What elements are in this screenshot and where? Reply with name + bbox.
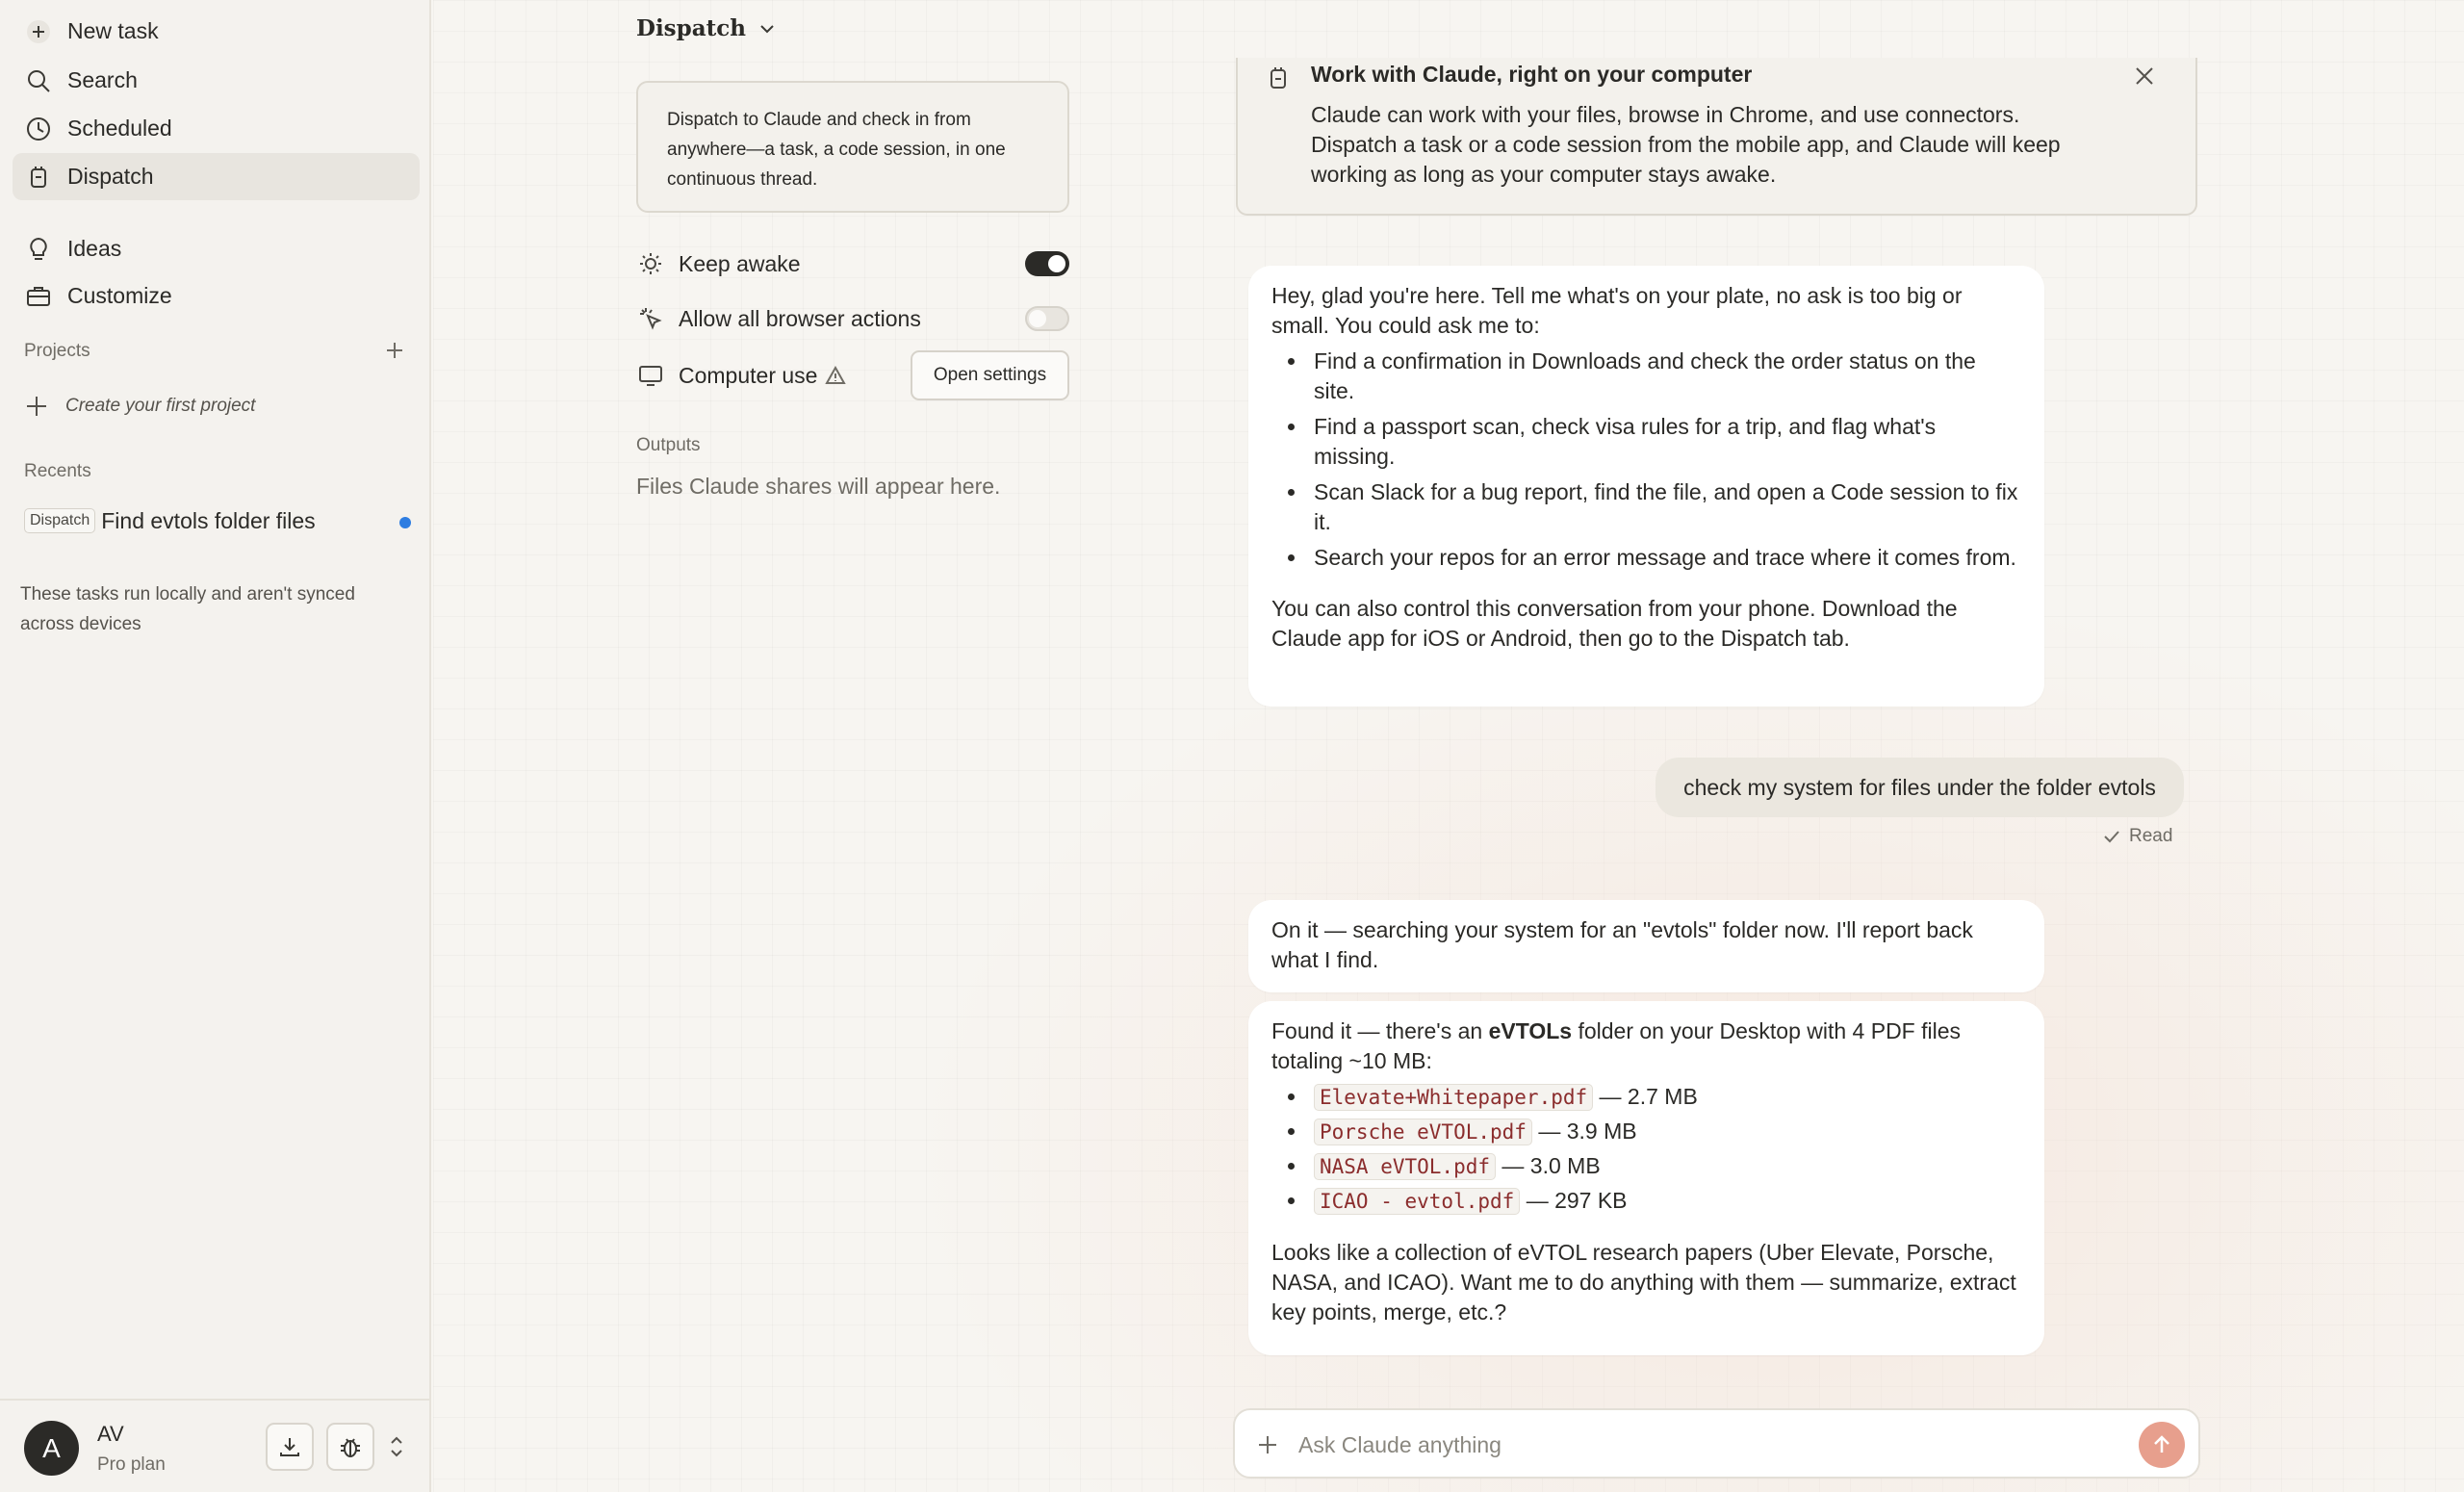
user-name[interactable]: AV xyxy=(97,1422,124,1446)
file-item xyxy=(1308,1186,2021,1217)
create-project-link[interactable] xyxy=(24,389,255,424)
read-status-text: Read xyxy=(2129,826,2173,846)
sun-icon xyxy=(636,249,665,278)
plus-icon xyxy=(383,339,406,362)
recent-title: Find evtols folder files xyxy=(101,507,316,533)
file-item xyxy=(1308,1117,2021,1147)
local-tasks-note: These tasks run locally and aren't synced across devices xyxy=(20,584,355,634)
create-project-label: Create your first project xyxy=(65,396,256,416)
dispatch-info-text: Dispatch to Claude and check in from anywhere—a task, a code session, in one continuous thread. xyxy=(667,110,1006,190)
plus-icon xyxy=(1254,1431,1281,1458)
dispatch-icon xyxy=(24,163,53,192)
list-item: • Find a confirmation in Downloads and check the order status on the site. xyxy=(1308,347,2021,406)
close-banner-button[interactable] xyxy=(2132,64,2157,89)
arrow-up-icon xyxy=(2149,1432,2174,1457)
setting-keep-awake xyxy=(636,244,1069,283)
folder-name: eVTOLs xyxy=(1488,1018,1573,1043)
attach-button[interactable] xyxy=(1254,1431,1281,1458)
results-outro: Looks like a collection of eVTOL research papers (Uber Elevate, Porsche, NASA, and ICAO). Want me to do anything with them — summarize, extract key points, merge, etc.? xyxy=(1271,1240,2016,1325)
dispatch-icon xyxy=(1267,65,1290,90)
briefcase-icon xyxy=(24,282,53,311)
banner-title: Work with Claude, right on your computer xyxy=(1311,62,1753,87)
welcome-outro: You can also control this conversation from your phone. Download the Claude app for iOS or Android, then go to the Dispatch tab. xyxy=(1271,596,1958,651)
file-item xyxy=(1308,1082,2021,1113)
file-size: — 3.9 MB xyxy=(1538,1119,1637,1144)
lightbulb-icon xyxy=(24,235,53,264)
search-icon xyxy=(24,66,53,95)
setting-label: Allow all browser actions xyxy=(679,305,921,331)
sidebar-item-label: Search xyxy=(67,67,138,92)
banner-text: Claude can work with your files, browse in Chrome, and use connectors. Dispatch a task or a code session from the mobile app, and Claude will keep working as long as your computer stays awake. xyxy=(1311,102,2061,187)
file-name: NASA eVTOL.pdf xyxy=(1314,1153,1496,1180)
dispatch-tag: Dispatch xyxy=(24,508,95,533)
file-size: — 297 KB xyxy=(1526,1188,1628,1213)
sidebar-item-ideas[interactable] xyxy=(13,225,420,272)
recent-item[interactable] xyxy=(24,502,419,539)
sidebar-item-scheduled[interactable] xyxy=(13,105,420,152)
sidebar-item-customize[interactable] xyxy=(13,272,420,320)
check-icon xyxy=(2102,827,2121,846)
bug-icon xyxy=(338,1434,363,1459)
composer xyxy=(1233,1408,2200,1479)
avatar[interactable]: A xyxy=(24,1421,79,1476)
plus-icon xyxy=(24,394,49,419)
assistant-message-searching xyxy=(1248,900,2044,992)
sidebar-item-dispatch[interactable] xyxy=(13,153,420,200)
message-input[interactable] xyxy=(1298,1424,2107,1466)
chevron-down-icon xyxy=(757,19,777,39)
file-item xyxy=(1308,1151,2021,1182)
list-item: • Search your repos for an error message and trace where it comes from. xyxy=(1308,543,2021,573)
cursor-click-icon xyxy=(636,304,665,333)
outputs-heading: Outputs xyxy=(636,435,701,455)
add-project-button[interactable] xyxy=(383,339,406,362)
welcome-banner xyxy=(1236,58,2197,216)
debug-button[interactable] xyxy=(326,1423,374,1471)
file-name: Elevate+Whitepaper.pdf xyxy=(1314,1084,1593,1111)
sidebar xyxy=(0,0,431,1492)
results-intro: Found it — there's an eVTOLs folder on your Desktop with 4 PDF files totaling ~10 MB: xyxy=(1271,1018,1962,1073)
setting-computer-use xyxy=(636,356,1069,395)
file-name: Porsche eVTOL.pdf xyxy=(1314,1119,1532,1145)
sidebar-item-label: Customize xyxy=(67,283,172,308)
download-button[interactable] xyxy=(266,1423,314,1471)
chevron-up-down-icon[interactable] xyxy=(385,1432,408,1461)
sidebar-item-label: Dispatch xyxy=(67,164,154,189)
send-button[interactable] xyxy=(2139,1422,2185,1468)
keep-awake-toggle[interactable] xyxy=(1025,251,1069,276)
outputs-empty-text: Files Claude shares will appear here. xyxy=(636,474,1001,499)
user-message xyxy=(1656,758,2184,817)
sidebar-item-label: Ideas xyxy=(67,236,122,261)
sidebar-item-label: Scheduled xyxy=(67,116,172,141)
sidebar-item-search[interactable] xyxy=(13,57,420,104)
reply-text: On it — searching your system for an "evtols" folder now. I'll report back what I find. xyxy=(1271,917,1973,972)
page-title[interactable] xyxy=(636,15,777,41)
dispatch-info-card xyxy=(636,81,1069,213)
assistant-message-welcome xyxy=(1248,266,2044,707)
clock-icon xyxy=(24,115,53,143)
list-item: • Scan Slack for a bug report, find the file, and open a Code session to fix it. xyxy=(1308,477,2021,537)
download-icon xyxy=(277,1434,302,1459)
setting-label: Keep awake xyxy=(679,250,801,276)
setting-label: Computer use xyxy=(679,362,818,388)
sidebar-item-label: New task xyxy=(67,18,159,43)
open-settings-button[interactable]: Open settings xyxy=(911,350,1069,400)
file-size: — 2.7 MB xyxy=(1599,1084,1698,1109)
file-size: — 3.0 MB xyxy=(1502,1153,1601,1178)
browser-actions-toggle[interactable] xyxy=(1025,306,1069,331)
welcome-intro: Hey, glad you're here. Tell me what's on your plate, no ask is too big or small. You could ask me to: xyxy=(1271,283,1963,338)
recents-heading: Recents xyxy=(24,461,91,481)
unread-dot xyxy=(399,517,411,528)
user-message-text: check my system for files under the folder evtols xyxy=(1683,774,2156,800)
plus-icon xyxy=(24,17,53,46)
file-name: ICAO - evtol.pdf xyxy=(1314,1188,1520,1215)
projects-heading: Projects xyxy=(24,341,90,361)
assistant-message-results xyxy=(1248,1001,2044,1355)
read-receipt xyxy=(2102,826,2172,847)
warning-icon xyxy=(825,365,846,386)
list-item: • Find a passport scan, check visa rules for a trip, and flag what's missing. xyxy=(1308,412,2021,472)
close-icon xyxy=(2132,64,2157,89)
user-plan: Pro plan xyxy=(97,1454,166,1475)
setting-browser-actions xyxy=(636,299,1069,338)
sidebar-footer xyxy=(0,1399,431,1492)
sidebar-item-new-task[interactable] xyxy=(13,8,420,55)
monitor-icon xyxy=(636,361,665,390)
page-title-text: Dispatch xyxy=(636,15,746,41)
